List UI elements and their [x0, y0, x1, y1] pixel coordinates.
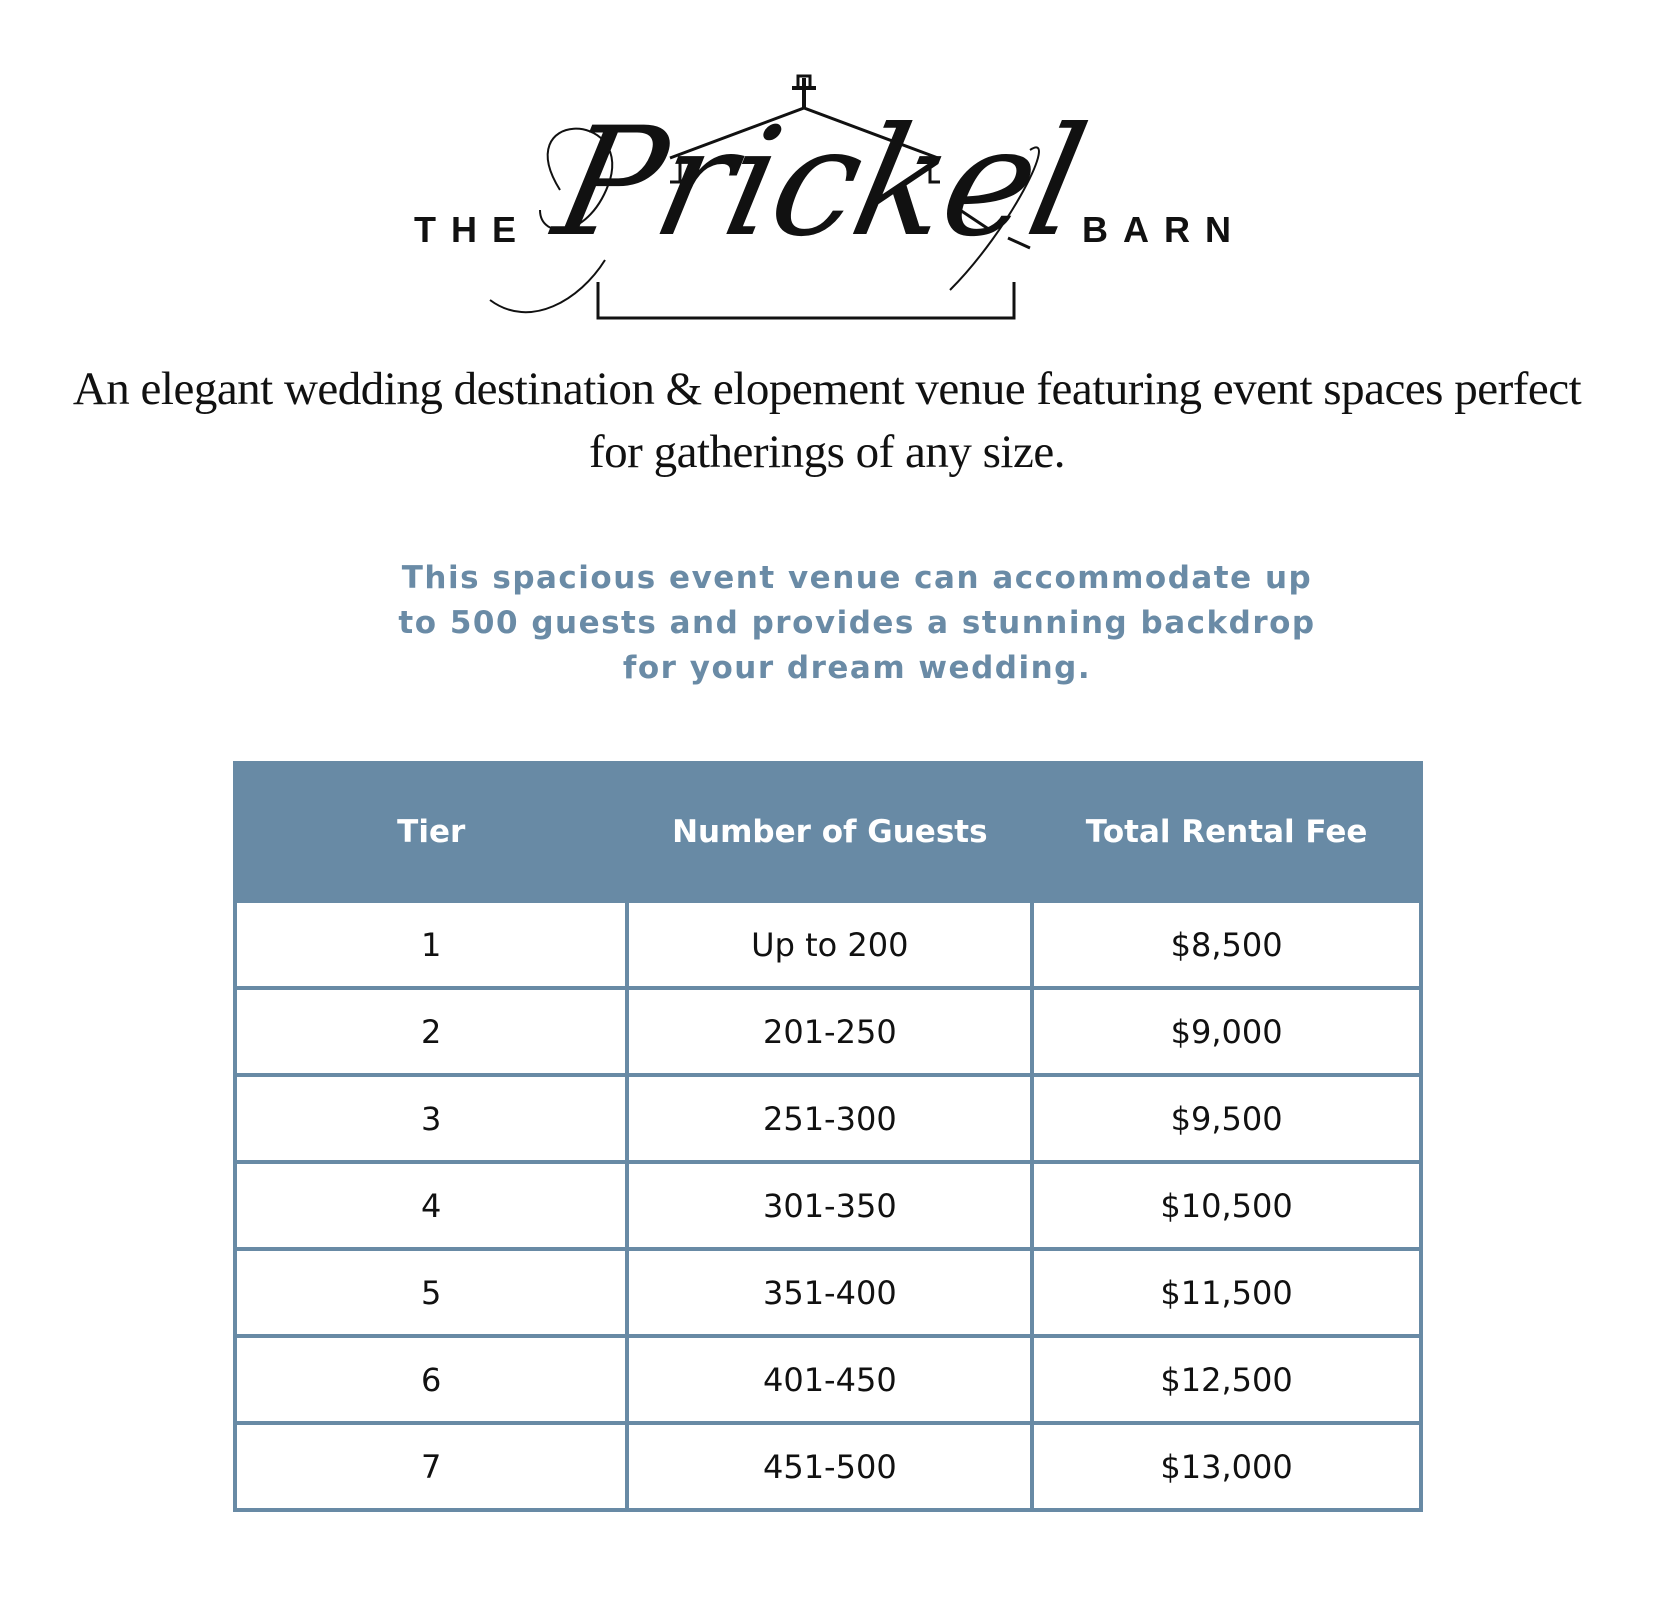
table-row — [235, 1075, 1421, 1162]
table-header-row — [235, 763, 1421, 901]
table-row — [235, 1336, 1421, 1423]
fee-cell: $9,000 — [1032, 988, 1421, 1075]
fee-cell: $11,500 — [1032, 1249, 1421, 1336]
header-number-of-guests: Number of Guests — [627, 763, 1032, 901]
table-row — [235, 1249, 1421, 1336]
logo-script-name: Prickel — [542, 96, 1098, 270]
tier-cell: 2 — [235, 988, 627, 1075]
fee-cell: $12,500 — [1032, 1336, 1421, 1423]
header-tier: Tier — [235, 763, 627, 901]
logo-text-barn: BARN — [1082, 209, 1246, 250]
guests-cell: 351-400 — [627, 1249, 1032, 1336]
fee-cell: $8,500 — [1032, 901, 1421, 988]
tier-cell: 5 — [235, 1249, 627, 1336]
table-row — [235, 1423, 1421, 1510]
tier-cell: 1 — [235, 901, 627, 988]
pricing-table — [233, 761, 1423, 1512]
guests-cell: 401-450 — [627, 1336, 1032, 1423]
tier-cell: 3 — [235, 1075, 627, 1162]
guests-cell: 451-500 — [627, 1423, 1032, 1510]
guests-cell: Up to 200 — [627, 901, 1032, 988]
fee-cell: $13,000 — [1032, 1423, 1421, 1510]
table-row — [235, 1162, 1421, 1249]
guests-cell: 251-300 — [627, 1075, 1032, 1162]
fee-cell: $10,500 — [1032, 1162, 1421, 1249]
table-row — [235, 988, 1421, 1075]
guests-cell: 301-350 — [627, 1162, 1032, 1249]
capacity-description: This spacious event venue can accommodate up to 500 guests and provides a stunning backdrop for your dream wedding. — [398, 560, 1316, 686]
tier-cell: 4 — [235, 1162, 627, 1249]
tier-cell: 6 — [235, 1336, 627, 1423]
tagline: An elegant wedding destination & elopement venue featuring event spaces perfect for gatherings of any size. — [72, 363, 1582, 478]
header-total-rental-fee: Total Rental Fee — [1032, 763, 1421, 901]
guests-cell: 201-250 — [627, 988, 1032, 1075]
fee-cell: $9,500 — [1032, 1075, 1421, 1162]
tier-cell: 7 — [235, 1423, 627, 1510]
logo-text-the: THE — [414, 209, 531, 250]
table-row — [235, 901, 1421, 988]
